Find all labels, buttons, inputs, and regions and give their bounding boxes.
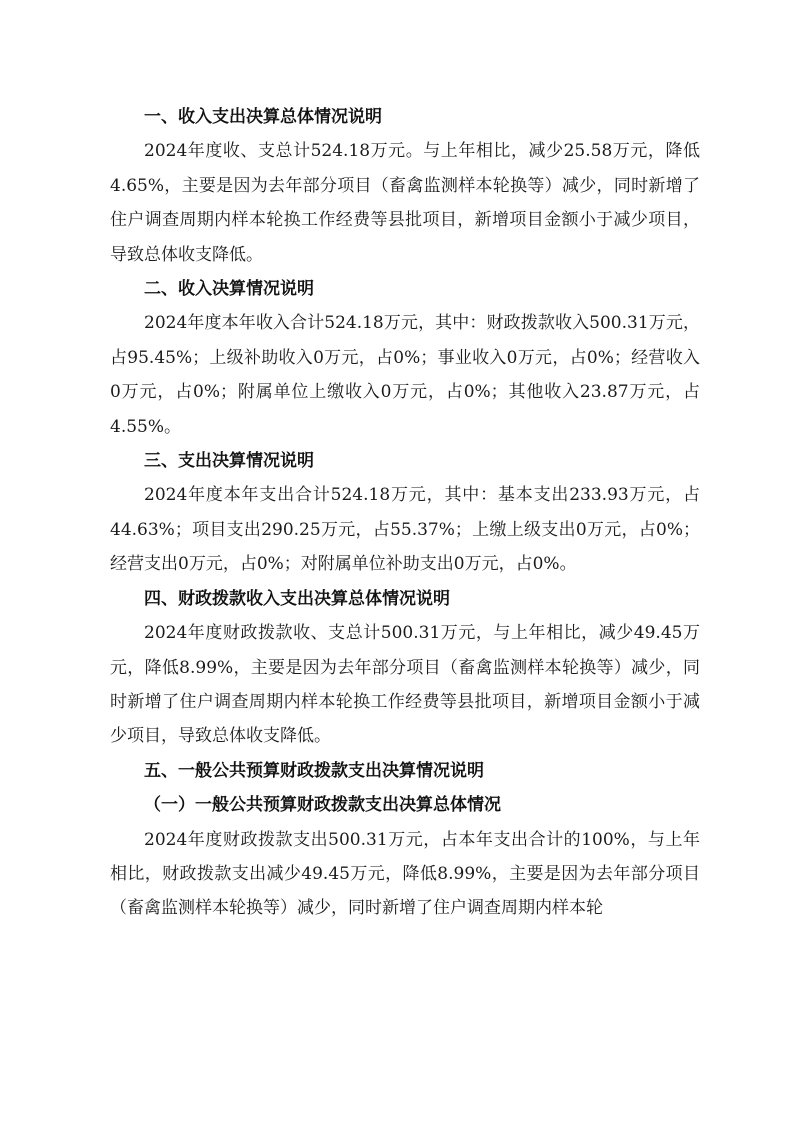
section-1-paragraph: 2024年度收、支总计524.18万元。与上年相比，减少25.58万元，降低4.65%，主要是因为去年部分项目（畜禽监测样本轮换等）减少，同时新增了住户调查周期内样本轮换工作经费等县批项目，新增项目金额小于减少项目，导致总体收支降低。 <box>110 141 700 265</box>
section-3-heading: 三、支出决算情况说明 <box>144 451 314 472</box>
section-1-heading: 一、收入支出决算总体情况说明 <box>144 107 382 127</box>
section-4-heading: 四、财政拨款收入支出决算总体情况说明 <box>144 588 450 609</box>
section-2-paragraph: 2024年度本年收入合计524.18万元，其中：财政拨款收入500.31万元，占95.45%；上级补助收入0万元，占0%；事业收入0万元，占0%；经营收入0万元，占0%；附属单位上缴收入0万元，占0%；其他收入23.87万元，占4.55%。 <box>110 313 700 437</box>
document-body <box>110 100 700 926</box>
section-5-heading: 五、一般公共预算财政拨款支出决算情况说明 <box>144 760 484 781</box>
section-3-paragraph: 2024年度本年支出合计524.18万元，其中：基本支出233.93万元，占44.63%；项目支出290.25万元，占55.37%；上缴上级支出0万元，占0%；经营支出0万元，占0%；对附属单位补助支出0万元，占0%。 <box>110 485 700 575</box>
section-2-heading: 二、收入决算情况说明 <box>144 279 314 300</box>
section-4-paragraph: 2024年度财政拨款收、支总计500.31万元，与上年相比，减少49.45万元，降低8.99%，主要是因为去年部分项目（畜禽监测样本轮换等）减少，同时新增了住户调查周期内样本轮换工作经费等县批项目，新增项目金额小于减少项目，导致总体收支降低。 <box>110 623 700 747</box>
section-5-subheading: （一）一般公共预算财政拨款支出决算总体情况 <box>144 795 501 816</box>
section-5-paragraph: 2024年度财政拨款支出500.31万元，占本年支出合计的100%，与上年相比，财政拨款支出减少49.45万元，降低8.99%，主要是因为去年部分项目（畜禽监测样本轮换等）减少，同时新增了住户调查周期内样本轮 <box>110 829 700 919</box>
